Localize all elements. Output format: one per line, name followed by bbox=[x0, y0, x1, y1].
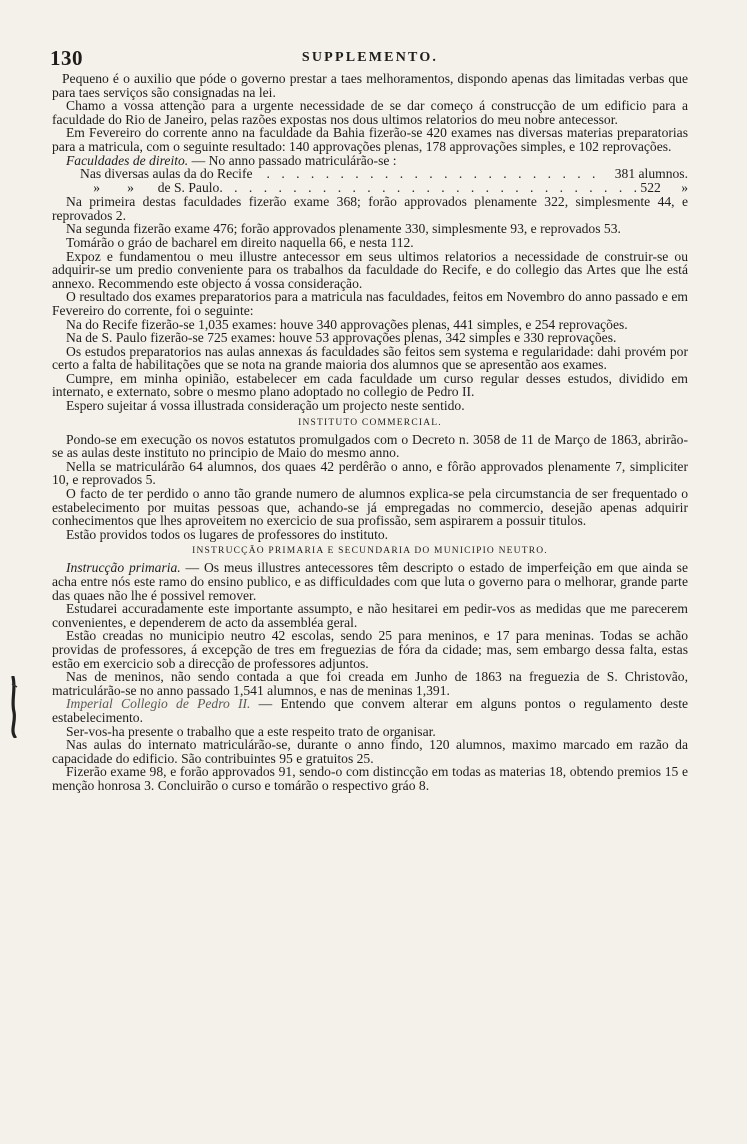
enrollment-row bbox=[52, 167, 688, 181]
paragraph: Pequeno é o auxilio que póde o governo prestar a taes melhoramentos, dispondo apenas das limitadas verbas que para taes serviços são consignadas na lei. bbox=[52, 71, 688, 100]
paragraph: Fizerão exame 98, e forão approvados 91, sendo-o com distincção em todas as materias 18, obtendo premios 15 e menção honrosa 3. Concluirão o curso e tomárão o respectivo gráo 8. bbox=[52, 764, 688, 793]
paragraph: Os estudos preparatorios nas aulas annexas ás faculdades são feitos sem systema e regularidade: dahi provém por certo a falta de habilitações que se nota na grande maioria dos alumnos que se apresentão aos exames. bbox=[52, 343, 688, 373]
leader-dots bbox=[219, 181, 640, 195]
paragraph-text: — Entendo que convem alterar em alguns pontos o regulamento deste estabelecimento. bbox=[52, 696, 689, 725]
paragraph: Em Fevereiro do corrente anno na faculdade da Bahia fizerão-se 420 exames nas diversas materias preparatorias para a matricula, com o seguinte resultado: 140 approvações plenas, 178 approvações simples, e 102 reprovações. bbox=[52, 125, 688, 154]
leader-dots bbox=[253, 167, 601, 181]
paragraph bbox=[52, 697, 688, 724]
paragraph: Ser-vos-ha presente o trabalho que a este respeito trato de organisar. bbox=[66, 723, 436, 739]
running-title: SUPPLEMENTO. bbox=[301, 50, 439, 65]
paragraph: O facto de ter perdido o anno tão grande numero de alumnos explica-se pela circumstancia de ser frequentado o estabelecimento por muitas pessoas que, achando-se já empregadas no commercio, desejão apenas adquirir conhecimentos que lhes aproveitem no exercicio de sua profissão, sem aspirarem a possuir titulos. bbox=[52, 486, 688, 529]
paragraph: Estão creadas no municipio neutro 42 escolas, sendo 25 para meninos, e 17 para meninas. Todas se achão providas de professores, á excepção de tres em freguezias de fóra da cidade; mas, sem embargo dessa falta, estas estão em exercicio sob a direcção de professores adjuntos. bbox=[52, 628, 688, 671]
paragraph bbox=[52, 561, 688, 602]
paragraph: Estão providos todos os lugares de professores do instituto. bbox=[66, 526, 389, 542]
section-intro-text: — No anno passado matriculárão-se : bbox=[188, 152, 397, 168]
section-heading-instruccao: INSTRUCÇÃO PRIMARIA E SECUNDARIA DO MUNICIPIO NEUTRO. bbox=[192, 546, 548, 557]
enrollment-value: 522 » bbox=[640, 180, 688, 196]
page-number: 130 bbox=[50, 46, 83, 70]
paragraph: Na primeira destas faculdades fizerão exame 368; forão approvados plenamente 322, simplesmente 44, e reprovados 2. bbox=[52, 194, 688, 223]
enrollment-row bbox=[52, 181, 688, 195]
paragraph: Chamo a vossa attenção para a urgente necessidade de se dar começo á construcção de um edificio para a faculdade do Rio de Janeiro, pelas razões expostas nos dous ultimos relatorios do meu nobre antecessor. bbox=[52, 98, 688, 127]
paragraph: Nella se matriculárão 64 alumnos, dos quaes 42 perdêrão o anno, e fôrão approvados plenamente 7, simpliciter 10, e reprovados 5. bbox=[52, 458, 688, 488]
paragraph: Espero sujeitar á vossa illustrada consideração um projecto neste sentido. bbox=[66, 398, 465, 414]
paragraph: Na do Recife fizerão-se 1,035 exames: houve 340 approvações plenas, 441 simples, e 254 reprovações. bbox=[66, 316, 628, 332]
paragraph: Nas de meninos, não sendo contada a que foi creada em Junho de 1863 na freguezia de S. Christovão, matriculárão-se no anno passado 1,541 alumnos, e nas de meninas 1,391. bbox=[52, 669, 688, 698]
section-label: Instrucção primaria. bbox=[66, 560, 181, 576]
section-label: Imperial Collegio de Pedro II. bbox=[66, 696, 251, 712]
paragraph: Nas aulas do internato matriculárão-se, durante o anno findo, 120 alumnos, maximo marcado em razão da capacidade do edificio. São contribuintes 95 e gratuitos 25. bbox=[52, 737, 688, 766]
paragraph: Cumpre, em minha opinião, estabelecer em cada faculdade um curso regular desses estudos, dividido em internato, e externato, sobre o mesmo plano adoptado no collegio de Pedro II. bbox=[52, 370, 688, 400]
enrollment-value: 381 alumnos. bbox=[614, 166, 688, 182]
paragraph: O resultado dos exames preparatorios para a matricula nas faculdades, feitos em Novembro do anno passado e em Fevereiro do corrente, foi o seguinte: bbox=[52, 289, 688, 318]
paragraph-text: — Os meus illustres antecessores têm descripto o estado de imperfeição em que ainda se acha entre nós este ramo do ensino publico, e as difficuldades com que luta o governo para o melhorar, grande parte das quaes não lhe é possivel remover. bbox=[52, 560, 689, 603]
paragraph: Tomárão o gráo de bacharel em direito naquella 66, e nesta 112. bbox=[66, 234, 414, 250]
paragraph: Na de S. Paulo fizerão-se 725 exames: houve 53 approvações plenas, 342 simples e 330 reprovações. bbox=[66, 330, 617, 346]
section-label: Faculdades de direito. bbox=[66, 152, 189, 168]
paragraph: Na segunda fizerão exame 476; forão approvados plenamente 330, simplesmente 93, e reprovados 53. bbox=[66, 221, 621, 237]
page-body bbox=[52, 72, 688, 793]
enrollment-label: Nas diversas aulas da do Recife bbox=[80, 166, 253, 182]
section-heading-instituto: INSTITUTO COMMERCIAL. bbox=[298, 417, 442, 428]
page-header bbox=[50, 46, 690, 70]
paragraph: Estudarei accuradamente este importante assumpto, e não hesitarei em pedir-vos as medidas que me parecerem convenientes, e dependerem de acto da assembléa geral. bbox=[52, 601, 688, 630]
paragraph: Pondo-se em execução os novos estatutos promulgados com o Decreto n. 3058 de 11 de Março de 1863, abrirão-se as aulas deste instituto no principio de Maio do mesmo anno. bbox=[52, 431, 688, 461]
ink-smudge-mark bbox=[4, 676, 24, 738]
enrollment-label: » » de S. Paulo bbox=[66, 180, 220, 196]
faculdades-intro bbox=[52, 154, 688, 168]
paragraph: Expoz e fundamentou o meu illustre antecessor em seus ultimos relatorios a necessidade de construir-se ou adquirir-se um predio conveniente para os trabalhos da faculdade do Recife, e do collegio das Artes que lhe está annexo. Recommendo este objecto á vossa consideração. bbox=[52, 248, 688, 291]
